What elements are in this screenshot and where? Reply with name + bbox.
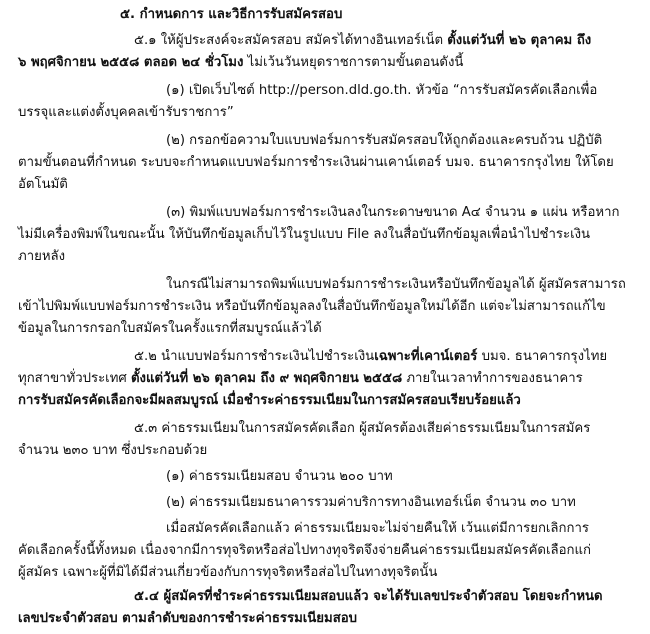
s52-text: ๕.๒ นำแบบฟอร์มการชำระเงินไปชำระเงิน [134,349,375,364]
s51-note-line-1: ในกรณีไม่สามารถพิมพ์แบบฟอร์มการชำระเงินหรือบันทึกข้อมูลได้ ผู้สมัครสามารถ [166,277,626,292]
s54-line-2: เลขประจำตัวสอบ ตามลำดับของการชำระค่าธรรมเนียมสอบ [18,611,358,626]
s53-line-2: จำนวน ๒๓๐ บาท ซึ่งประกอบด้วย [18,443,208,458]
s53-note-line-1: เมื่อสมัครคัดเลือกแล้ว ค่าธรรมเนียมจะไม่จ่ายคืนให้ เว้นแต่มีการยกเลิกการ [166,521,589,536]
s51-item-1-line-2: บรรจุและแต่งตั้งบุคคลเข้ารับราชการ” [18,105,234,120]
s53-note-line-2: คัดเลือกครั้งนี้ทั้งหมด เนื่องจากมีการทุจริตหรือส่อไปทางทุจริตจึงจ่ายคืนค่าธรรมเนียมสมัครคัดเลือกแก่ [18,543,591,558]
s52-date-range: ตั้งแต่วันที่ ๒๖ ตุลาคม ถึง ๙ พฤศจิกายน ๒๕๕๘ [130,371,403,386]
s51-text: ๕.๑ ให้ผู้ประสงค์จะสมัครสอบ สมัครได้ทางอินเทอร์เน็ต [134,33,448,48]
s51-text-2: ไม่เว้นวันหยุดราชการตามขั้นตอนดังนี้ [243,55,464,70]
s53-fee-1: (๑) ค่าธรรมเนียมสอบ จำนวน ๒๐๐ บาท [166,469,393,484]
s51-item-2-line-1: (๒) กรอกข้อความใบแบบฟอร์มการรับสมัครสอบให้ถูกต้องและครบถ้วน ปฏิบัติ [166,133,603,148]
s52-line-2 [18,368,583,390]
s54-line-1: ๕.๔ ผู้สมัครที่ชำระค่าธรรมเนียมสอบแล้ว จะได้รับเลขประจำตัวสอบ โดยจะกำหนด [134,589,603,604]
s51-line-1 [134,30,591,52]
s52-line-3: การรับสมัครคัดเลือกจะมีผลสมบูรณ์ เมื่อชำระค่าธรรมเนียมในการสมัครสอบเรียบร้อยแล้ว [18,393,521,408]
s51-item-2-line-3: อัตโนมัติ [18,177,68,192]
s52-bank: บมจ. ธนาคารกรุงไทย [477,349,608,364]
s51-item-3-line-3: ภายหลัง [18,249,66,264]
s51-item-3-line-1: (๓) พิมพ์แบบฟอร์มการชำระเงินลงในกระดาษขนาด A๔ จำนวน ๑ แผ่น หรือหาก [166,205,620,220]
s52-branches: ทุกสาขาทั่วประเทศ [18,371,131,386]
s51-item-2-line-2: ตามขั้นตอนที่กำหนด ระบบจะกำหนดแบบฟอร์มการชำระเงินผ่านเคาน์เตอร์ บมจ. ธนาคารกรุงไทย ให้โดย [18,155,614,170]
s53-fee-2: (๒) ค่าธรรมเนียมธนาคารรวมค่าบริการทางอินเทอร์เน็ต จำนวน ๓๐ บาท [166,495,576,510]
s51-date-range: ตั้งแต่วันที่ ๒๖ ตุลาคม ถึง [447,33,592,48]
s51-date-end: ๖ พฤศจิกายน ๒๕๕๘ ตลอด ๒๔ ชั่วโมง [18,55,244,70]
s53-line-1: ๕.๓ ค่าธรรมเนียมในการสมัครคัดเลือก ผู้สมัครต้องเสียค่าธรรมเนียมในการสมัคร [134,421,591,436]
section-heading: ๕. กำหนดการ และวิธีการรับสมัครสอบ [120,7,343,22]
s52-hours: ภายในเวลาทำการของธนาคาร [402,371,583,386]
s51-line-2 [18,52,463,74]
s52-counter-only: เฉพาะที่เคาน์เตอร์ [374,349,478,364]
s51-note-line-3: ข้อมูลในการกรอกใบสมัครในครั้งแรกที่สมบูรณ์แล้วได้ [18,321,322,336]
s51-item-3-line-2: ไม่มีเครื่องพิมพ์ในขณะนั้น ให้บันทึกข้อมูลเก็บไว้ในรูปแบบ File ลงในสื่อบันทึกข้อมูลเพื่อนำไปชำระเงิน [18,227,591,242]
s53-note-line-3: ผู้สมัคร เฉพาะผู้ที่มิได้มีส่วนเกี่ยวข้องกับการทุจริตหรือส่อไปในทางทุจริตนั้น [18,565,438,580]
s52-line-1 [134,346,607,368]
s51-note-line-2: เข้าไปพิมพ์แบบฟอร์มการชำระเงิน หรือบันทึกข้อมูลลงในสื่อบันทึกข้อมูลใหม่ได้อีก แต่จะไม่สามารถแก้ไข [18,299,606,314]
s51-item-1-line-1: (๑) เปิดเว็บไซต์ http://person.dld.go.th. หัวข้อ “การรับสมัครคัดเลือกเพื่อ [166,83,598,98]
